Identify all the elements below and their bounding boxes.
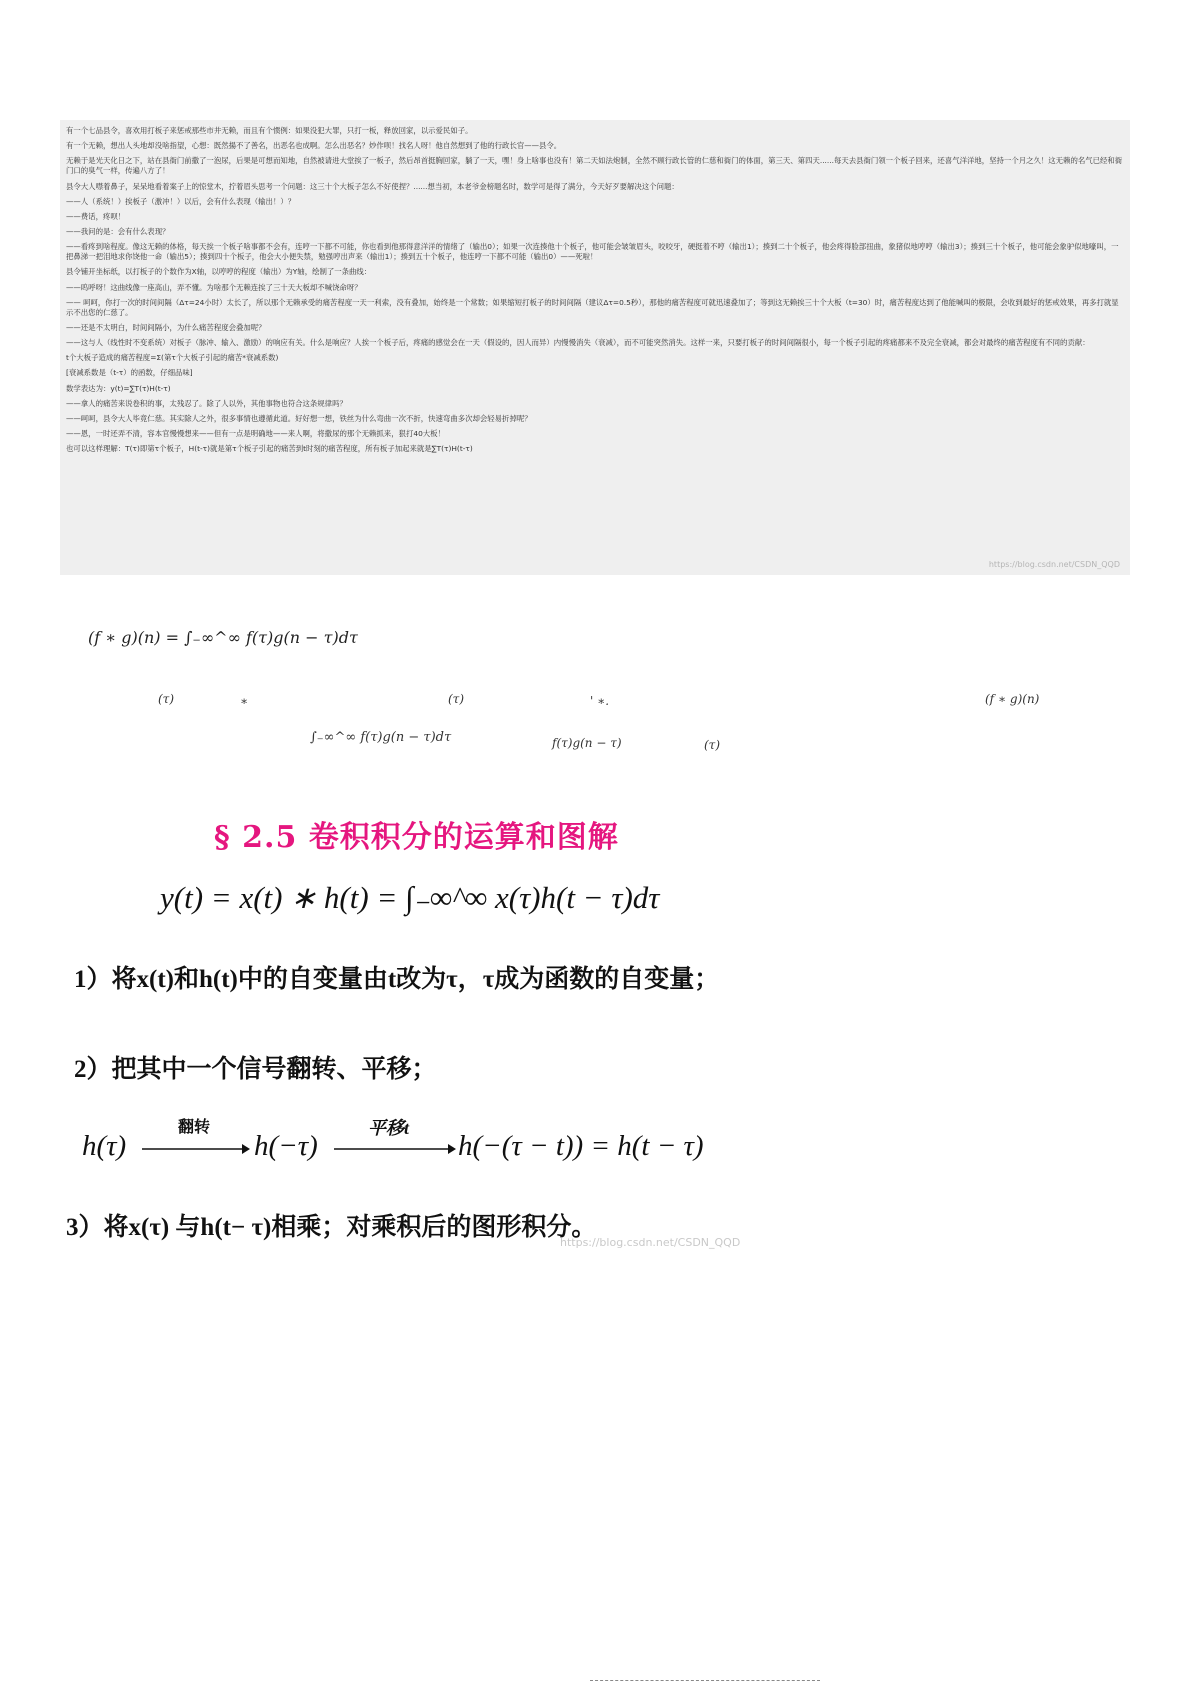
step-2: 2）把其中一个信号翻转、平移； (74, 1056, 437, 1083)
story-paragraph: ——人（系统！）挨板子（激冲！）以后，会有什么表现（输出！）？ (66, 196, 296, 206)
h-neg-tau: h(−τ) (254, 1130, 318, 1162)
shift-label: 平移t (368, 1118, 410, 1138)
embedded-screenshot (60, 120, 1130, 575)
story-paragraph: ——看疼到啥程度。像这无赖的体格，每天挨一个板子啥事都不会有，连哼一下都不可能，你也看到他那得意洋洋的情绪了（输出0）；如果一次连揍他十个板子，他可能会皱皱眉头，咬咬牙，硬挺着不哼（输出1）；揍到二十个板子，他会疼得脸部扭曲，象猪似地哼哼（输出3）；揍到三十个板子，他可能会象驴似地嚎叫，一把鼻涕一把泪地求你饶他一命（输出5）；揍到四十个板子，他会大小便失禁，勉强哼出声来（输出1）；揍到五十个板子，他连哼一下都不可能（输出0）——死啦！ (66, 242, 1119, 262)
story-paragraph: t个大板子造成的痛苦程度=Σ(第τ个大板子引起的痛苦*衰减系数) (66, 353, 279, 363)
story-paragraph: —— 呵呵，你打一次的时间间隔（Δτ=24小时）太长了，所以那个无赖承受的痛苦程度一天一利索，没有叠加，始终是一个常数；如果缩短打板子的时间间隔（建议Δτ=0.5秒），那他的痛苦程度可就迅速叠加了；等到这无赖挨三十个大板（t=30）时，痛苦程度达到了他能喊叫的极限，会收到最好的惩戒效果，再多打就显示不出您的仁慈了。 (66, 297, 1119, 317)
arrow-icon (142, 1142, 250, 1156)
formula-fragment: (f ∗ g)(n) (985, 692, 1040, 706)
watermark: https://blog.csdn.net/CSDN_QQD (988, 560, 1120, 570)
flip-shift-chain (82, 1120, 722, 1180)
story-paragraph: ——呜呼呀！这曲线像一座高山，弄不懂。为啥那个无赖连挨了三十天大板却不喊饶命呀？ (66, 282, 362, 292)
formula-fragment: (τ) (158, 692, 175, 706)
story-paragraph: ——恩，一时还弄不清，容本官慢慢想来——但有一点是明确地——来人啊，将撒尿的那个无赖抓来，狠打40大板！ (66, 429, 445, 439)
formula-fragment: ∫₋∞^∞ f(τ)g(n − τ)dτ (310, 730, 452, 745)
step-1: 1）将x(t)和h(t)中的自变量由t改为τ，τ成为函数的自变量； (74, 966, 720, 993)
story-paragraph: 有一个无赖，想出人头地却没啥指望，心想：既然揚不了善名，出恶名也成啊。怎么出恶名？炒作呗！找名人呀！他自然想到了他的行政长官——县令。 (66, 141, 562, 151)
story-paragraph: 县令铺开坐标纸，以打板子的个数作为X轴，以哼哼的程度（输出）为Y轴，绘制了一条曲线： (66, 267, 372, 277)
story-paragraph: ——这与人（线性时不变系统）对板子（脉冲、输入、激励）的响应有关。什么是响应？人挨一个板子后，疼痛的感觉会在一天（假设的，因人而异）内慢慢消失（衰减），而不可能突然消失。这样一来，只要打板子的时间间隔很小，每一个板子引起的疼痛都来不及完全衰减，都会对最终的痛苦程度有不同的贡献： (66, 338, 1090, 348)
story-paragraph: 有一个七品县令，喜欢用打板子来惩戒那些市井无赖，而且有个惯例：如果没犯大罪，只打一板，释放回家，以示爱民如子。 (66, 126, 473, 135)
story-paragraph: [衰减系数是（t-τ）的函数，仔细品味] (66, 368, 193, 378)
page-bottom-rule (590, 1680, 820, 1681)
story-paragraph: 也可以这样理解：T(τ)即第τ个板子，H(t-τ)就是第τ个板子引起的痛苦到t时刻的痛苦程度，所有板子加起来就是∑T(τ)H(t-τ) (66, 444, 473, 454)
convolution-definition: (f ∗ g)(n) = ∫₋∞^∞ f(τ)g(n − τ)dτ (88, 628, 358, 647)
flip-label: 翻转 (178, 1119, 211, 1136)
step-3: 3）将x(τ) 与h(t− τ)相乘；对乘积后的图形积分。 (66, 1214, 597, 1241)
story-text (66, 126, 1124, 454)
formula-fragment: (τ) (448, 692, 465, 706)
story-paragraph: ——费话，疼呗！ (66, 211, 126, 221)
chain-result: h(−(τ − t)) = h(t − τ) (458, 1130, 704, 1162)
story-paragraph: ——我问的是：会有什么表现？ (66, 227, 170, 237)
story-paragraph: ——拿人的痛苦来说卷积的事，太残忍了。除了人以外，其他事物也符合这条规律吗？ (66, 398, 347, 408)
formula-fragment: ' ∗. (590, 694, 610, 708)
story-paragraph: 数学表达为：y(t)=∑T(τ)H(t-τ) (66, 383, 171, 393)
story-paragraph: 无赖于是光天化日之下，站在县衙门前撒了一泡尿，后果是可想而知地，自然被请进大堂挨了一板子，然后昂首挺胸回家，躺了一天，嘿！身上啥事也没有！第二天如法炮制，全然不顾行政长管的仁慈和衙门的体面，第三天、第四天......每天去县衙门领一个板子回来，还喜气洋洋地，坚持一个月之久！这无赖的名气已经和衙门口的臭气一样，传遍八方了！ (66, 156, 1123, 176)
story-paragraph: ——还是不太明白，时间间隔小，为什么痛苦程度会叠加呢？ (66, 322, 266, 332)
formula-fragment: f(τ)g(n − τ) (552, 736, 622, 750)
h-tau: h(τ) (82, 1130, 127, 1162)
formula-fragment: (τ) (704, 738, 721, 752)
section-heading: § 2.5 卷积积分的运算和图解 (214, 820, 619, 855)
formula-fragment: ∗ (240, 694, 249, 708)
watermark: https://blog.csdn.net/CSDN_QQD (560, 1236, 741, 1249)
arrow-icon (334, 1142, 456, 1156)
story-paragraph: 县令大人噤着鼻子，呆呆地看着案子上的惊堂木，拧着眉头思考一个问题：这三十个大板子怎么不好使捏？......想当初，本老爷金榜题名时，数学可是得了满分，今天好歹要解决这个问题： (66, 181, 679, 191)
story-paragraph: ——呵呵，县令大人毕竟仁慈。其实除人之外，很多事情也遵循此道。好好想一想，铁丝为什么弯曲一次不折，快速弯曲多次却会轻易折掉呢？ (66, 413, 532, 423)
convolution-integral: y(t) = x(t) ∗ h(t) = ∫₋∞^∞ x(τ)h(t − τ)dτ (160, 880, 660, 915)
